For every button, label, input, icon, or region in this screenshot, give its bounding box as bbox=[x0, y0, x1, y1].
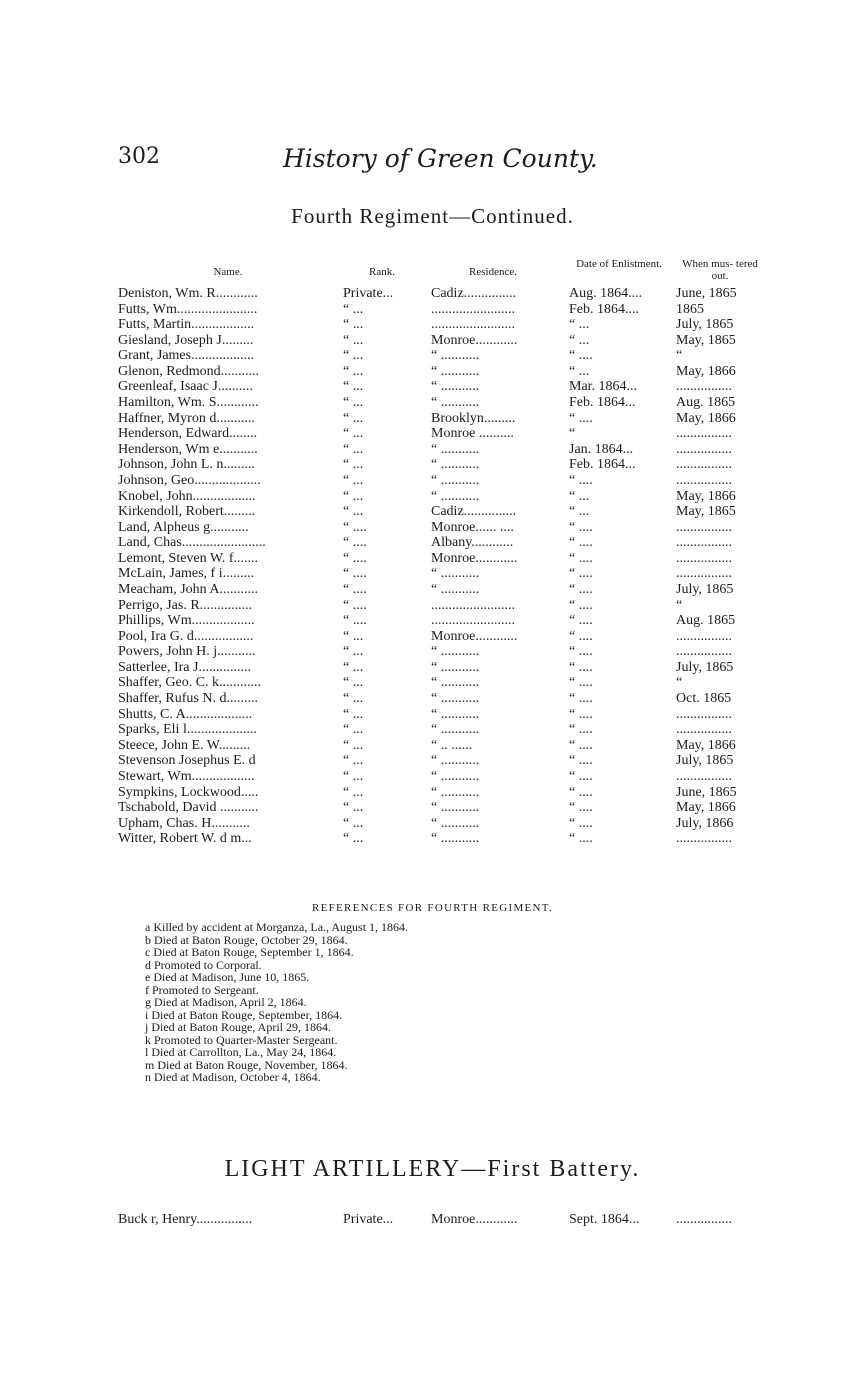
reference-item: g Died at Madison, April 2, 1864. bbox=[145, 995, 307, 1009]
roster-name: Sparks, Eli l.................... bbox=[118, 722, 257, 738]
roster-name: Upham, Chas. H........... bbox=[118, 815, 250, 831]
roster-residence: “ ........... bbox=[431, 706, 480, 722]
roster-date: “ .... bbox=[569, 566, 593, 582]
roster-residence: “ ........... bbox=[431, 800, 480, 816]
roster-residence: Cadiz............... bbox=[431, 286, 517, 301]
roster-name: Deniston, Wm. R............ bbox=[118, 286, 258, 301]
page-number: 302 bbox=[118, 144, 160, 169]
roster-rank: “ ... bbox=[343, 410, 364, 426]
roster-name: Grant, James.................. bbox=[118, 348, 255, 364]
roster-date: “ ... bbox=[569, 504, 590, 520]
roster-rank: “ ... bbox=[343, 457, 364, 473]
column-header-residence: Residence. bbox=[469, 266, 517, 278]
roster-mustered: May, 1866 bbox=[676, 410, 736, 426]
table-row bbox=[118, 333, 778, 349]
roster-mustered: July, 1865 bbox=[676, 317, 734, 333]
roster-mustered: ................ bbox=[676, 768, 732, 784]
roster-residence: “ ........... bbox=[431, 581, 480, 597]
reference-item: a Killed by accident at Morganza, La., August 1, 1864. bbox=[145, 920, 409, 934]
roster-date: “ .... bbox=[569, 815, 593, 831]
roster-mustered: ................ bbox=[676, 550, 732, 566]
roster-name: Kirkendoll, Robert......... bbox=[118, 504, 256, 520]
roster-residence: “ ........... bbox=[431, 457, 480, 473]
roster-rank: Private... bbox=[343, 286, 394, 301]
roster-name: Futts, Wm....................... bbox=[118, 301, 258, 317]
roster-rank: “ ... bbox=[343, 644, 364, 660]
roster-residence: “ ........... bbox=[431, 722, 480, 738]
roster-date: “ .... bbox=[569, 768, 593, 784]
roster-rank: “ ... bbox=[343, 441, 364, 457]
table-row bbox=[118, 613, 778, 629]
table-row bbox=[118, 582, 778, 598]
roster-name: Sympkins, Lockwood..... bbox=[118, 784, 259, 800]
table-row bbox=[118, 411, 778, 427]
roster-date: “ .... bbox=[569, 628, 593, 644]
light-artillery-residence: Monroe............ bbox=[431, 1212, 518, 1227]
table-row bbox=[118, 520, 778, 536]
roster-residence: Monroe...... .... bbox=[431, 519, 514, 535]
roster-mustered: July, 1865 bbox=[676, 659, 734, 675]
roster-rank: “ ... bbox=[343, 768, 364, 784]
roster-date: “ .... bbox=[569, 410, 593, 426]
roster-residence: Monroe............ bbox=[431, 550, 518, 566]
roster-residence: Monroe .......... bbox=[431, 426, 514, 442]
roster-residence: ........................ bbox=[431, 597, 515, 613]
roster-name: Shaffer, Rufus N. d......... bbox=[118, 691, 258, 707]
roster-residence: ........................ bbox=[431, 613, 515, 629]
reference-item: d Promoted to Corporal. bbox=[145, 957, 262, 972]
roster-name: Shaffer, Geo. C. k............ bbox=[118, 675, 262, 691]
table-row bbox=[118, 785, 778, 801]
roster-name: Giesland, Joseph J......... bbox=[118, 332, 254, 348]
table-row bbox=[118, 317, 778, 333]
roster-name: Phillips, Wm.................. bbox=[118, 613, 255, 629]
table-row bbox=[118, 364, 778, 380]
table-row bbox=[118, 489, 778, 505]
roster-name: Hamilton, Wm. S............ bbox=[118, 395, 259, 411]
roster-residence: “ ........... bbox=[431, 363, 480, 379]
reference-item: l Died at Carrollton, La., May 24, 1864. bbox=[145, 1045, 337, 1059]
column-header-rank: Rank. bbox=[369, 266, 395, 278]
roster-name: McLain, James, f i......... bbox=[118, 566, 255, 582]
roster-residence: “ ........... bbox=[431, 753, 480, 769]
roster-rank: “ ... bbox=[343, 628, 364, 644]
roster-rank: “ ... bbox=[343, 426, 364, 442]
table-row bbox=[118, 473, 778, 489]
table-row bbox=[118, 753, 778, 769]
roster-rank: “ ... bbox=[343, 395, 364, 411]
roster-residence: “ ........... bbox=[431, 768, 480, 784]
roster-mustered: ................ bbox=[676, 472, 732, 488]
reference-item: j Died at Baton Rouge, April 29, 1864. bbox=[145, 1020, 331, 1034]
column-header-name: Name. bbox=[213, 266, 243, 278]
page-header bbox=[118, 144, 618, 184]
table-row bbox=[118, 800, 778, 816]
roster-date: Mar. 1864... bbox=[569, 379, 638, 395]
roster-mustered: ................ bbox=[676, 426, 732, 442]
roster-mustered: May, 1866 bbox=[676, 488, 736, 504]
roster-mustered: “ bbox=[676, 597, 683, 613]
roster-name: Johnson, John L. n......... bbox=[118, 457, 255, 473]
table-row bbox=[118, 504, 778, 520]
roster-rank: “ ... bbox=[343, 706, 364, 722]
table-row bbox=[118, 598, 778, 614]
roster-date: “ .... bbox=[569, 737, 593, 753]
table-row bbox=[118, 660, 778, 676]
roster-name: Land, Chas........................ bbox=[118, 535, 266, 551]
roster-mustered: ................ bbox=[676, 535, 732, 551]
roster-date: “ .... bbox=[569, 722, 593, 738]
roster-name: Knobel, John.................. bbox=[118, 488, 256, 504]
table-row bbox=[118, 395, 778, 411]
roster-mustered: May, 1865 bbox=[676, 332, 736, 348]
reference-item: i Died at Baton Rouge, September, 1864. bbox=[145, 1007, 343, 1022]
roster-rank: “ .... bbox=[343, 613, 367, 629]
roster-date: “ .... bbox=[569, 753, 593, 769]
roster-mustered: July, 1865 bbox=[676, 581, 734, 597]
roster-mustered: Aug. 1865 bbox=[676, 395, 736, 411]
table-row bbox=[118, 722, 778, 738]
roster-name: Witter, Robert W. d m... bbox=[118, 831, 252, 847]
roster-mustered: ................ bbox=[676, 566, 732, 582]
roster-residence: “ ........... bbox=[431, 348, 480, 364]
roster-rank: “ .... bbox=[343, 581, 367, 597]
roster-rank: “ .... bbox=[343, 597, 367, 613]
roster-rank: “ ... bbox=[343, 737, 364, 753]
roster-rank: “ ... bbox=[343, 815, 364, 831]
roster-mustered: June, 1865 bbox=[676, 784, 737, 800]
roster-mustered: ................ bbox=[676, 644, 732, 660]
light-artillery-date: Sept. 1864... bbox=[569, 1212, 640, 1227]
table-row bbox=[118, 566, 778, 582]
roster-name: Johnson, Geo................... bbox=[118, 472, 261, 488]
table-row bbox=[118, 831, 778, 847]
light-artillery-rank: Private... bbox=[343, 1212, 394, 1227]
table-row bbox=[118, 551, 778, 567]
roster-residence: “ ........... bbox=[431, 644, 480, 660]
roster-date: “ .... bbox=[569, 519, 593, 535]
table-row bbox=[118, 691, 778, 707]
roster-rank: “ ... bbox=[343, 379, 364, 395]
roster-residence: “ ........... bbox=[431, 566, 480, 582]
roster-mustered: July, 1865 bbox=[676, 753, 734, 769]
roster-residence: “ ........... bbox=[431, 472, 480, 488]
roster-mustered: “ bbox=[676, 348, 683, 364]
roster-name: Steece, John E. W......... bbox=[118, 737, 251, 753]
roster-name: Shutts, C. A................... bbox=[118, 706, 253, 722]
roster-date: “ .... bbox=[569, 784, 593, 800]
roster-rank: “ ... bbox=[343, 301, 364, 317]
roster-name: Land, Alpheus g........... bbox=[118, 519, 249, 535]
roster-name: Satterlee, Ira J............... bbox=[118, 659, 251, 675]
references-title: REFERENCES FOR FOURTH REGIMENT. bbox=[311, 902, 554, 914]
roster-name: Pool, Ira G. d................. bbox=[118, 628, 254, 644]
roster-mustered: ................ bbox=[676, 379, 732, 395]
roster-date: “ bbox=[569, 426, 576, 442]
roster-mustered: May, 1866 bbox=[676, 737, 736, 753]
roster-rank: “ ... bbox=[343, 332, 364, 348]
roster-name: Haffner, Myron d........... bbox=[118, 410, 255, 426]
column-header-date: Date of Enlistment. bbox=[576, 258, 662, 270]
roster-rank: “ ... bbox=[343, 784, 364, 800]
roster-rank: “ ... bbox=[343, 675, 364, 691]
roster-name: Glenon, Redmond........... bbox=[118, 363, 260, 379]
reference-item: k Promoted to Quarter-Master Sergeant. bbox=[145, 1032, 338, 1047]
table-row bbox=[118, 769, 778, 785]
roster-name: Lemont, Steven W. f....... bbox=[118, 550, 258, 566]
light-artillery-name: Buck r, Henry................ bbox=[118, 1212, 253, 1227]
reference-item: n Died at Madison, October 4, 1864. bbox=[145, 1070, 321, 1084]
roster-name: Futts, Martin.................. bbox=[118, 317, 255, 333]
roster-residence: Cadiz............... bbox=[431, 504, 517, 520]
roster-date: “ .... bbox=[569, 597, 593, 613]
roster-residence: “ ........... bbox=[431, 784, 480, 800]
table-row bbox=[118, 442, 778, 458]
roster-mustered: ................ bbox=[676, 831, 732, 847]
roster-mustered: Oct. 1865 bbox=[676, 691, 732, 707]
roster-mustered: June, 1865 bbox=[676, 286, 737, 301]
roster-name: Stevenson Josephus E. d bbox=[118, 753, 256, 769]
roster-mustered: ................ bbox=[676, 706, 732, 722]
roster-residence: “ ........... bbox=[431, 691, 480, 707]
roster-mustered: May, 1866 bbox=[676, 363, 736, 379]
roster-residence: ........................ bbox=[431, 317, 515, 333]
table-row bbox=[118, 348, 778, 364]
reference-item: m Died at Baton Rouge, November, 1864. bbox=[145, 1057, 348, 1072]
roster-date: “ .... bbox=[569, 659, 593, 675]
roster-residence: “ ........... bbox=[431, 395, 480, 411]
roster-date: “ .... bbox=[569, 472, 593, 488]
roster-mustered: 1865 bbox=[676, 301, 704, 317]
reference-item: f Promoted to Sergeant. bbox=[145, 982, 259, 997]
reference-item: b Died at Baton Rouge, October 29, 1864. bbox=[145, 932, 348, 947]
references-list bbox=[145, 921, 645, 1084]
roster-residence: Brooklyn......... bbox=[431, 410, 516, 426]
roster-residence: Albany............ bbox=[431, 535, 514, 551]
roster-residence: “ ........... bbox=[431, 441, 480, 457]
roster-table bbox=[118, 286, 778, 847]
reference-item: e Died at Madison, June 10, 1865. bbox=[145, 970, 310, 984]
roster-mustered: May, 1866 bbox=[676, 800, 736, 816]
section-title: Fourth Regiment—Continued. bbox=[291, 204, 574, 228]
table-row bbox=[118, 644, 778, 660]
roster-date: “ .... bbox=[569, 535, 593, 551]
roster-rank: “ .... bbox=[343, 566, 367, 582]
table-row bbox=[118, 457, 778, 473]
light-artillery-row bbox=[118, 1212, 778, 1228]
roster-date: Feb. 1864... bbox=[569, 457, 636, 473]
roster-rank: “ ... bbox=[343, 504, 364, 520]
light-artillery-mustered: ................ bbox=[676, 1212, 732, 1227]
roster-rank: “ ... bbox=[343, 472, 364, 488]
roster-name: Meacham, John A........... bbox=[118, 581, 258, 597]
roster-date: “ .... bbox=[569, 644, 593, 660]
roster-rank: “ ... bbox=[343, 800, 364, 816]
roster-rank: “ ... bbox=[343, 722, 364, 738]
roster-mustered: May, 1865 bbox=[676, 504, 736, 520]
roster-mustered: ................ bbox=[676, 441, 732, 457]
roster-mustered: ................ bbox=[676, 628, 732, 644]
roster-date: Feb. 1864.... bbox=[569, 301, 639, 317]
roster-date: “ .... bbox=[569, 348, 593, 364]
roster-residence: ........................ bbox=[431, 301, 515, 317]
roster-name: Tschabold, David ........... bbox=[118, 800, 259, 816]
roster-rank: “ ... bbox=[343, 659, 364, 675]
roster-mustered: “ bbox=[676, 675, 683, 691]
roster-date: “ ... bbox=[569, 363, 590, 379]
roster-rank: “ ... bbox=[343, 363, 364, 379]
roster-date: Aug. 1864.... bbox=[569, 286, 643, 301]
roster-date: “ .... bbox=[569, 613, 593, 629]
roster-date: “ ... bbox=[569, 317, 590, 333]
roster-date: “ ... bbox=[569, 488, 590, 504]
roster-mustered: July, 1866 bbox=[676, 815, 734, 831]
roster-name: Stewart, Wm.................. bbox=[118, 768, 255, 784]
table-row bbox=[118, 816, 778, 832]
roster-residence: “ ........... bbox=[431, 815, 480, 831]
roster-rank: “ ... bbox=[343, 488, 364, 504]
roster-name: Henderson, Edward........ bbox=[118, 426, 258, 442]
roster-date: “ .... bbox=[569, 706, 593, 722]
page-title: History of Green County. bbox=[283, 144, 598, 173]
table-row bbox=[118, 629, 778, 645]
roster-date: “ .... bbox=[569, 675, 593, 691]
roster-name: Powers, John H. j........... bbox=[118, 644, 256, 660]
roster-name: Henderson, Wm e........... bbox=[118, 441, 258, 457]
roster-name: Perrigo, Jas. R............... bbox=[118, 597, 253, 613]
roster-date: Feb. 1864... bbox=[569, 395, 636, 411]
roster-rank: “ .... bbox=[343, 535, 367, 551]
roster-residence: “ ........... bbox=[431, 379, 480, 395]
roster-residence: Monroe............ bbox=[431, 332, 518, 348]
roster-residence: “ .. ...... bbox=[431, 737, 473, 753]
roster-date: “ .... bbox=[569, 800, 593, 816]
roster-mustered: ................ bbox=[676, 722, 732, 738]
roster-mustered: Aug. 1865 bbox=[676, 613, 736, 629]
roster-residence: Monroe............ bbox=[431, 628, 518, 644]
table-row bbox=[118, 675, 778, 691]
roster-mustered: ................ bbox=[676, 519, 732, 535]
roster-residence: “ ........... bbox=[431, 831, 480, 847]
reference-item: c Died at Baton Rouge, September 1, 1864. bbox=[145, 945, 354, 959]
roster-date: “ .... bbox=[569, 691, 593, 707]
light-artillery-title: LIGHT ARTILLERY—First Battery. bbox=[224, 1156, 641, 1182]
roster-mustered: ................ bbox=[676, 457, 732, 473]
roster-rank: “ .... bbox=[343, 550, 367, 566]
roster-rank: “ ... bbox=[343, 831, 364, 847]
table-row bbox=[118, 302, 778, 318]
table-row bbox=[118, 379, 778, 395]
table-row bbox=[118, 286, 778, 302]
table-row bbox=[118, 707, 778, 723]
roster-residence: “ ........... bbox=[431, 488, 480, 504]
roster-rank: “ ... bbox=[343, 348, 364, 364]
roster-date: “ .... bbox=[569, 581, 593, 597]
roster-residence: “ ........... bbox=[431, 675, 480, 691]
table-row bbox=[118, 426, 778, 442]
roster-date: “ ... bbox=[569, 332, 590, 348]
roster-name: Greenleaf, Isaac J.......... bbox=[118, 379, 253, 395]
roster-rank: “ ... bbox=[343, 317, 364, 333]
roster-rank: “ .... bbox=[343, 519, 367, 535]
roster-date: “ .... bbox=[569, 831, 593, 847]
table-row bbox=[118, 738, 778, 754]
roster-date: Jan. 1864... bbox=[569, 441, 634, 457]
roster-rank: “ ... bbox=[343, 691, 364, 707]
table-row bbox=[118, 535, 778, 551]
roster-residence: “ ........... bbox=[431, 659, 480, 675]
roster-rank: “ ... bbox=[343, 753, 364, 769]
column-header-mustered: When mus- tered out. bbox=[682, 258, 758, 282]
roster-date: “ .... bbox=[569, 550, 593, 566]
